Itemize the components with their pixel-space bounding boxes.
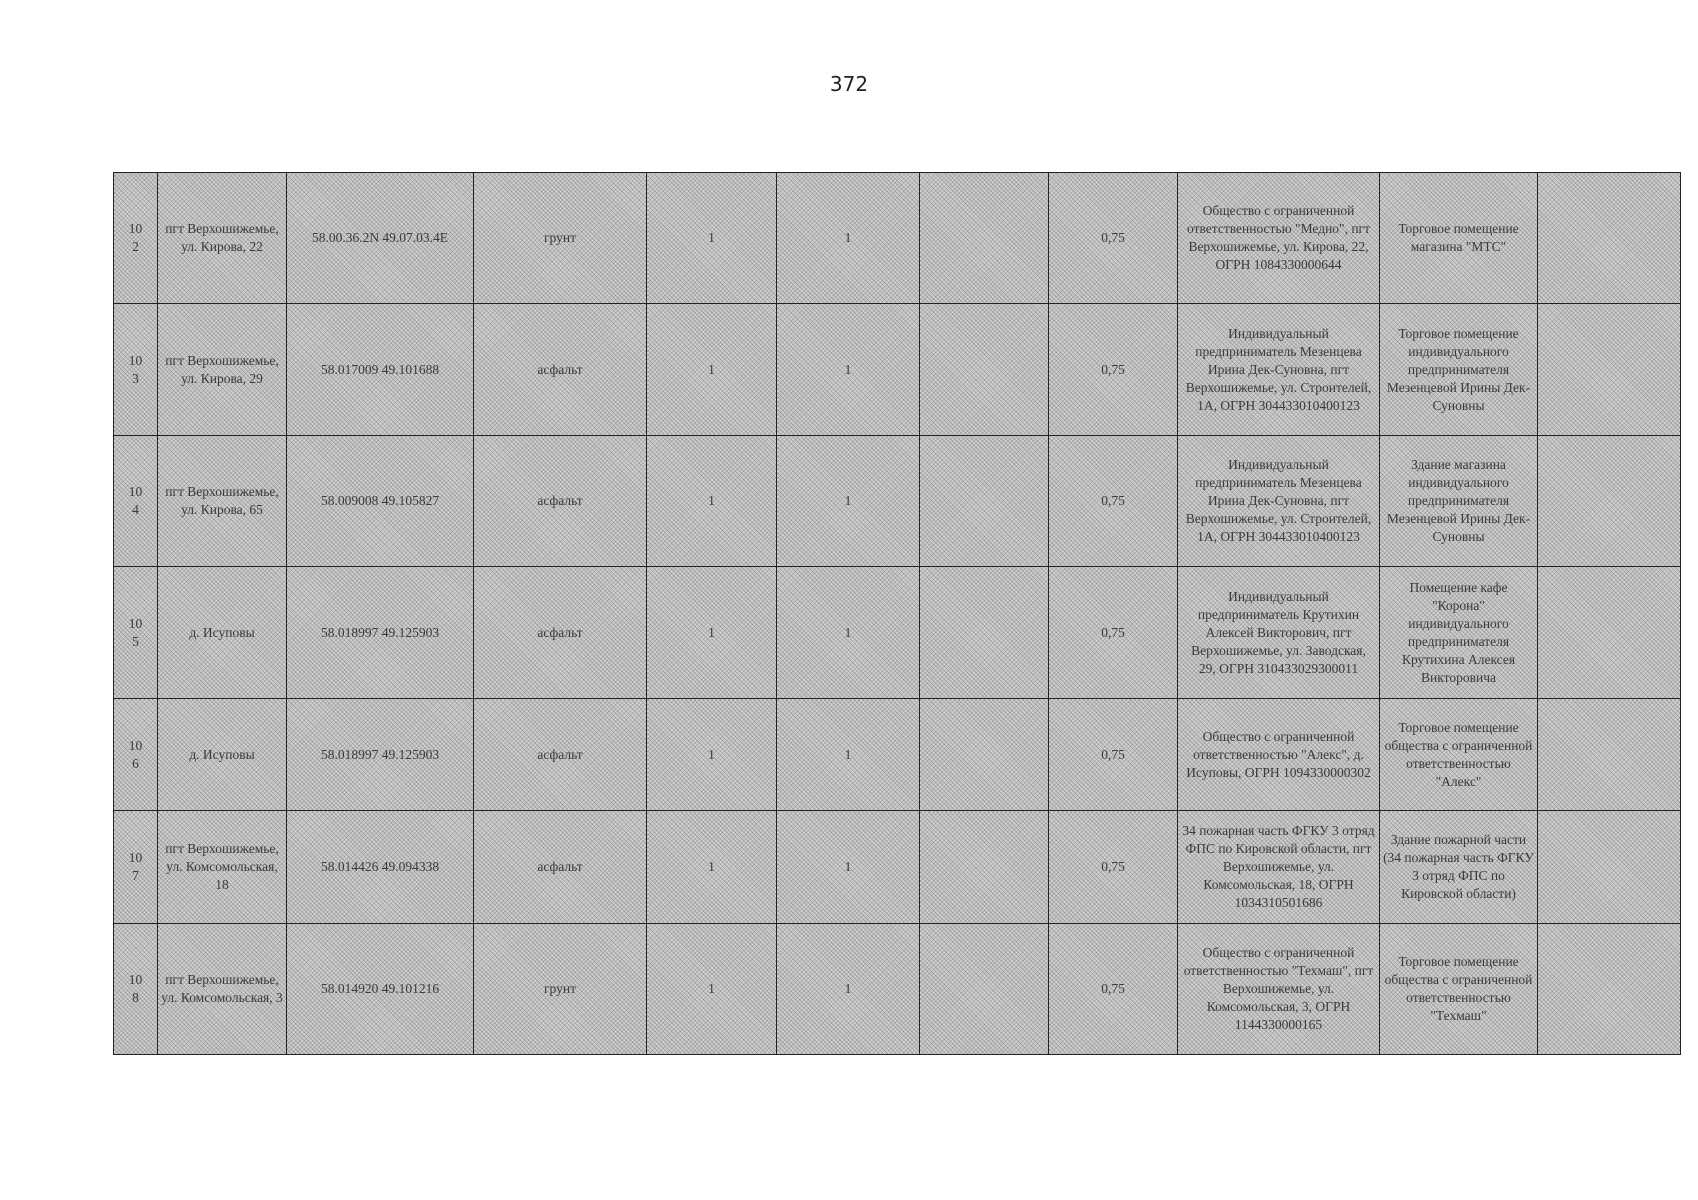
- empty-cell: [1538, 699, 1681, 811]
- row-number: 10 5: [114, 567, 158, 699]
- site-coordinates: 58.014426 49.094338: [287, 811, 474, 924]
- waste-source: Здание пожарной части (34 пожарная часть ФГКУ 3 отряд ФПС по Кировской области): [1380, 811, 1538, 924]
- row-number: 10 6: [114, 699, 158, 811]
- site-coordinates: 58.018997 49.125903: [287, 699, 474, 811]
- site-owner: Общество с ограниченной ответственностью "Алекс", д. Исуповы, ОГРН 1094330000302: [1178, 699, 1380, 811]
- container-count: 1: [777, 304, 920, 436]
- site-count: 1: [647, 699, 777, 811]
- surface-type: асфальт: [474, 567, 647, 699]
- empty-cell: [920, 924, 1049, 1055]
- site-coordinates: 58.018997 49.125903: [287, 567, 474, 699]
- site-address: пгт Верхошижемье, ул. Кирова, 65: [158, 436, 287, 567]
- site-count: 1: [647, 173, 777, 304]
- empty-cell: [920, 436, 1049, 567]
- container-volume: 0,75: [1049, 567, 1178, 699]
- site-owner: Индивидуальный предприниматель Крутихин Алексей Викторович, пгт Верхошижемье, ул. Заводская, 29, ОГРН 310433029300011: [1178, 567, 1380, 699]
- surface-type: асфальт: [474, 304, 647, 436]
- site-count: 1: [647, 567, 777, 699]
- waste-source: Помещение кафе "Корона" индивидуального предпринимателя Крутихина Алексея Викторовича: [1380, 567, 1538, 699]
- row-number: 10 2: [114, 173, 158, 304]
- row-number: 10 3: [114, 304, 158, 436]
- waste-source: Торговое помещение общества с ограниченной ответственностью "Алекс": [1380, 699, 1538, 811]
- site-coordinates: 58.017009 49.101688: [287, 304, 474, 436]
- row-number: 10 7: [114, 811, 158, 924]
- site-owner: Индивидуальный предприниматель Мезенцева Ирина Дек-Суновна, пгт Верхошижемье, ул. Строителей, 1А, ОГРН 304433010400123: [1178, 304, 1380, 436]
- empty-cell: [920, 811, 1049, 924]
- row-number: 10 4: [114, 436, 158, 567]
- empty-cell: [920, 173, 1049, 304]
- empty-cell: [1538, 567, 1681, 699]
- table-row: [114, 304, 1681, 436]
- site-owner: Общество с ограниченной ответственностью "Медно", пгт Верхошижемье, ул. Кирова, 22, ОГРН 1084330000644: [1178, 173, 1380, 304]
- table-row: [114, 811, 1681, 924]
- waste-source: Торговое помещение магазина "МТС": [1380, 173, 1538, 304]
- site-count: 1: [647, 811, 777, 924]
- site-address: пгт Верхошижемье, ул. Комсомольская, 3: [158, 924, 287, 1055]
- surface-type: грунт: [474, 173, 647, 304]
- container-count: 1: [777, 173, 920, 304]
- page-number: 372: [829, 72, 869, 96]
- site-count: 1: [647, 924, 777, 1055]
- container-count: 1: [777, 924, 920, 1055]
- surface-type: асфальт: [474, 699, 647, 811]
- site-owner: Индивидуальный предприниматель Мезенцева Ирина Дек-Суновна, пгт Верхошижемье, ул. Строителей, 1А, ОГРН 304433010400123: [1178, 436, 1380, 567]
- table-row: [114, 699, 1681, 811]
- table-row: [114, 567, 1681, 699]
- waste-source: Здание магазина индивидуального предпринимателя Мезенцевой Ирины Дек-Суновны: [1380, 436, 1538, 567]
- container-volume: 0,75: [1049, 811, 1178, 924]
- container-count: 1: [777, 699, 920, 811]
- site-coordinates: 58.00.36.2N 49.07.03.4E: [287, 173, 474, 304]
- table-row: [114, 173, 1681, 304]
- container-volume: 0,75: [1049, 699, 1178, 811]
- surface-type: грунт: [474, 924, 647, 1055]
- waste-source: Торговое помещение общества с ограниченной ответственностью "Техмаш": [1380, 924, 1538, 1055]
- container-volume: 0,75: [1049, 304, 1178, 436]
- site-count: 1: [647, 436, 777, 567]
- site-coordinates: 58.009008 49.105827: [287, 436, 474, 567]
- waste-source: Торговое помещение индивидуального предпринимателя Мезенцевой Ирины Дек-Суновны: [1380, 304, 1538, 436]
- site-address: пгт Верхошижемье, ул. Комсомольская, 18: [158, 811, 287, 924]
- empty-cell: [1538, 924, 1681, 1055]
- site-address: д. Исуповы: [158, 567, 287, 699]
- empty-cell: [920, 699, 1049, 811]
- empty-cell: [1538, 304, 1681, 436]
- site-owner: 34 пожарная часть ФГКУ 3 отряд ФПС по Кировской области, пгт Верхошижемье, ул. Комсомольская, 18, ОГРН 1034310501686: [1178, 811, 1380, 924]
- site-owner: Общество с ограниченной ответственностью "Техмаш", пгт Верхошижемье, ул. Комсомольская, 3, ОГРН 1144330000165: [1178, 924, 1380, 1055]
- container-count: 1: [777, 436, 920, 567]
- site-address: пгт Верхошижемье, ул. Кирова, 22: [158, 173, 287, 304]
- site-address: д. Исуповы: [158, 699, 287, 811]
- waste-sites-table: [113, 172, 1681, 1055]
- container-count: 1: [777, 811, 920, 924]
- surface-type: асфальт: [474, 811, 647, 924]
- table-row: [114, 924, 1681, 1055]
- container-volume: 0,75: [1049, 173, 1178, 304]
- site-count: 1: [647, 304, 777, 436]
- site-address: пгт Верхошижемье, ул. Кирова, 29: [158, 304, 287, 436]
- container-count: 1: [777, 567, 920, 699]
- container-volume: 0,75: [1049, 436, 1178, 567]
- empty-cell: [920, 567, 1049, 699]
- site-coordinates: 58.014920 49.101216: [287, 924, 474, 1055]
- empty-cell: [1538, 811, 1681, 924]
- empty-cell: [1538, 173, 1681, 304]
- row-number: 10 8: [114, 924, 158, 1055]
- table-row: [114, 436, 1681, 567]
- empty-cell: [1538, 436, 1681, 567]
- empty-cell: [920, 304, 1049, 436]
- container-volume: 0,75: [1049, 924, 1178, 1055]
- surface-type: асфальт: [474, 436, 647, 567]
